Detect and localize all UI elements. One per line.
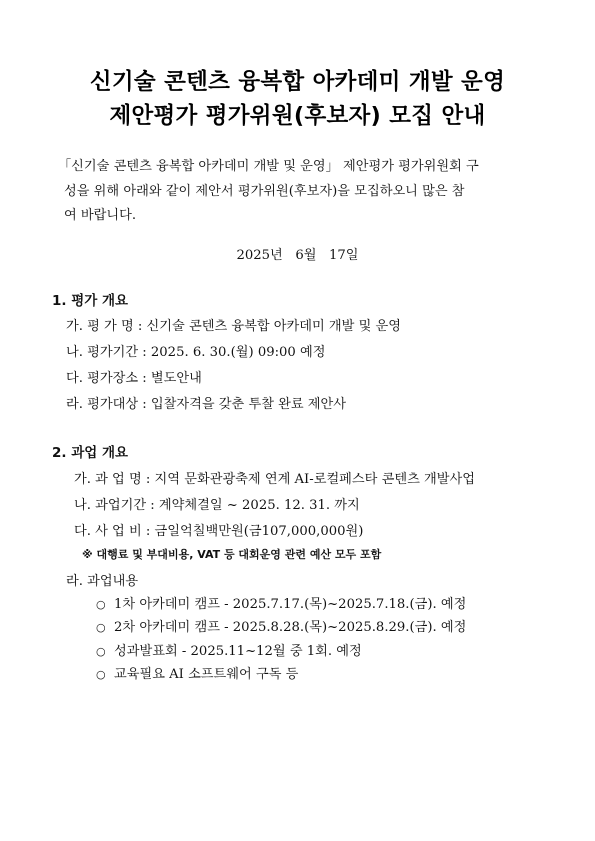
project-name-item: 가. 과 업 명 : 지역 문화관광축제 연계 AI-로컬페스타 콘텐츠 개발사업 <box>74 472 475 487</box>
list-item-text: 2차 아카데미 캠프 - 2025.8.28.(목)~2025.8.29.(금). 예정 <box>114 620 467 635</box>
list-item-text: 교육필요 AI 소프트웨어 구독 등 <box>114 667 299 682</box>
intro-paragraph-line3: 여 바랍니다. <box>64 208 137 223</box>
list-item <box>96 593 466 612</box>
document-title-line2: 제안평가 평가위원(후보자) 모집 안내 <box>109 103 486 129</box>
document-title-line1: 신기술 콘텐츠 융복합 아카데미 개발 운영 <box>89 69 506 95</box>
announcement-date: 2025년 6월 17일 <box>236 248 359 263</box>
list-item-text: 성과발표회 - 2025.11~12월 중 1회. 예정 <box>114 644 362 659</box>
budget-note: ※ 대행료 및 부대비용, VAT 등 대회운영 관련 예산 모두 포함 <box>82 548 382 561</box>
project-period-item: 나. 과업기간 : 계약체결일 ~ 2025. 12. 31. 까지 <box>74 498 360 513</box>
list-item <box>96 663 298 682</box>
evaluation-location-item: 다. 평가장소 : 별도안내 <box>66 371 202 386</box>
circle-bullet-icon: ○ <box>96 668 106 681</box>
evaluation-name-item: 가. 평 가 명 : 신기술 콘텐츠 융복합 아카데미 개발 및 운영 <box>66 319 402 334</box>
circle-bullet-icon: ○ <box>96 598 106 611</box>
evaluation-target-item: 라. 평가대상 : 입찰자격을 갖춘 투찰 완료 제안사 <box>66 397 347 412</box>
project-budget-item: 다. 사 업 비 : 금일억칠백만원(금107,000,000원) <box>74 524 364 539</box>
section-heading-project-overview: 2. 과업 개요 <box>52 445 129 461</box>
project-content-label: 라. 과업내용 <box>66 574 139 589</box>
circle-bullet-icon: ○ <box>96 645 106 658</box>
intro-paragraph-line1: 「신기술 콘텐츠 융복합 아카데미 개발 및 운영」 제안평가 평가위원회 구 <box>58 159 479 174</box>
evaluation-period-item: 나. 평가기간 : 2025. 6. 30.(월) 09:00 예정 <box>66 345 326 360</box>
circle-bullet-icon: ○ <box>96 621 106 634</box>
list-item <box>96 616 466 635</box>
list-item-text: 1차 아카데미 캠프 - 2025.7.17.(목)~2025.7.18.(금). 예정 <box>114 597 467 612</box>
section-heading-evaluation-overview: 1. 평가 개요 <box>52 293 129 309</box>
intro-paragraph-line2: 성을 위해 아래와 같이 제안서 평가위원(후보자)을 모집하오니 많은 참 <box>64 184 465 199</box>
list-item <box>96 640 362 659</box>
